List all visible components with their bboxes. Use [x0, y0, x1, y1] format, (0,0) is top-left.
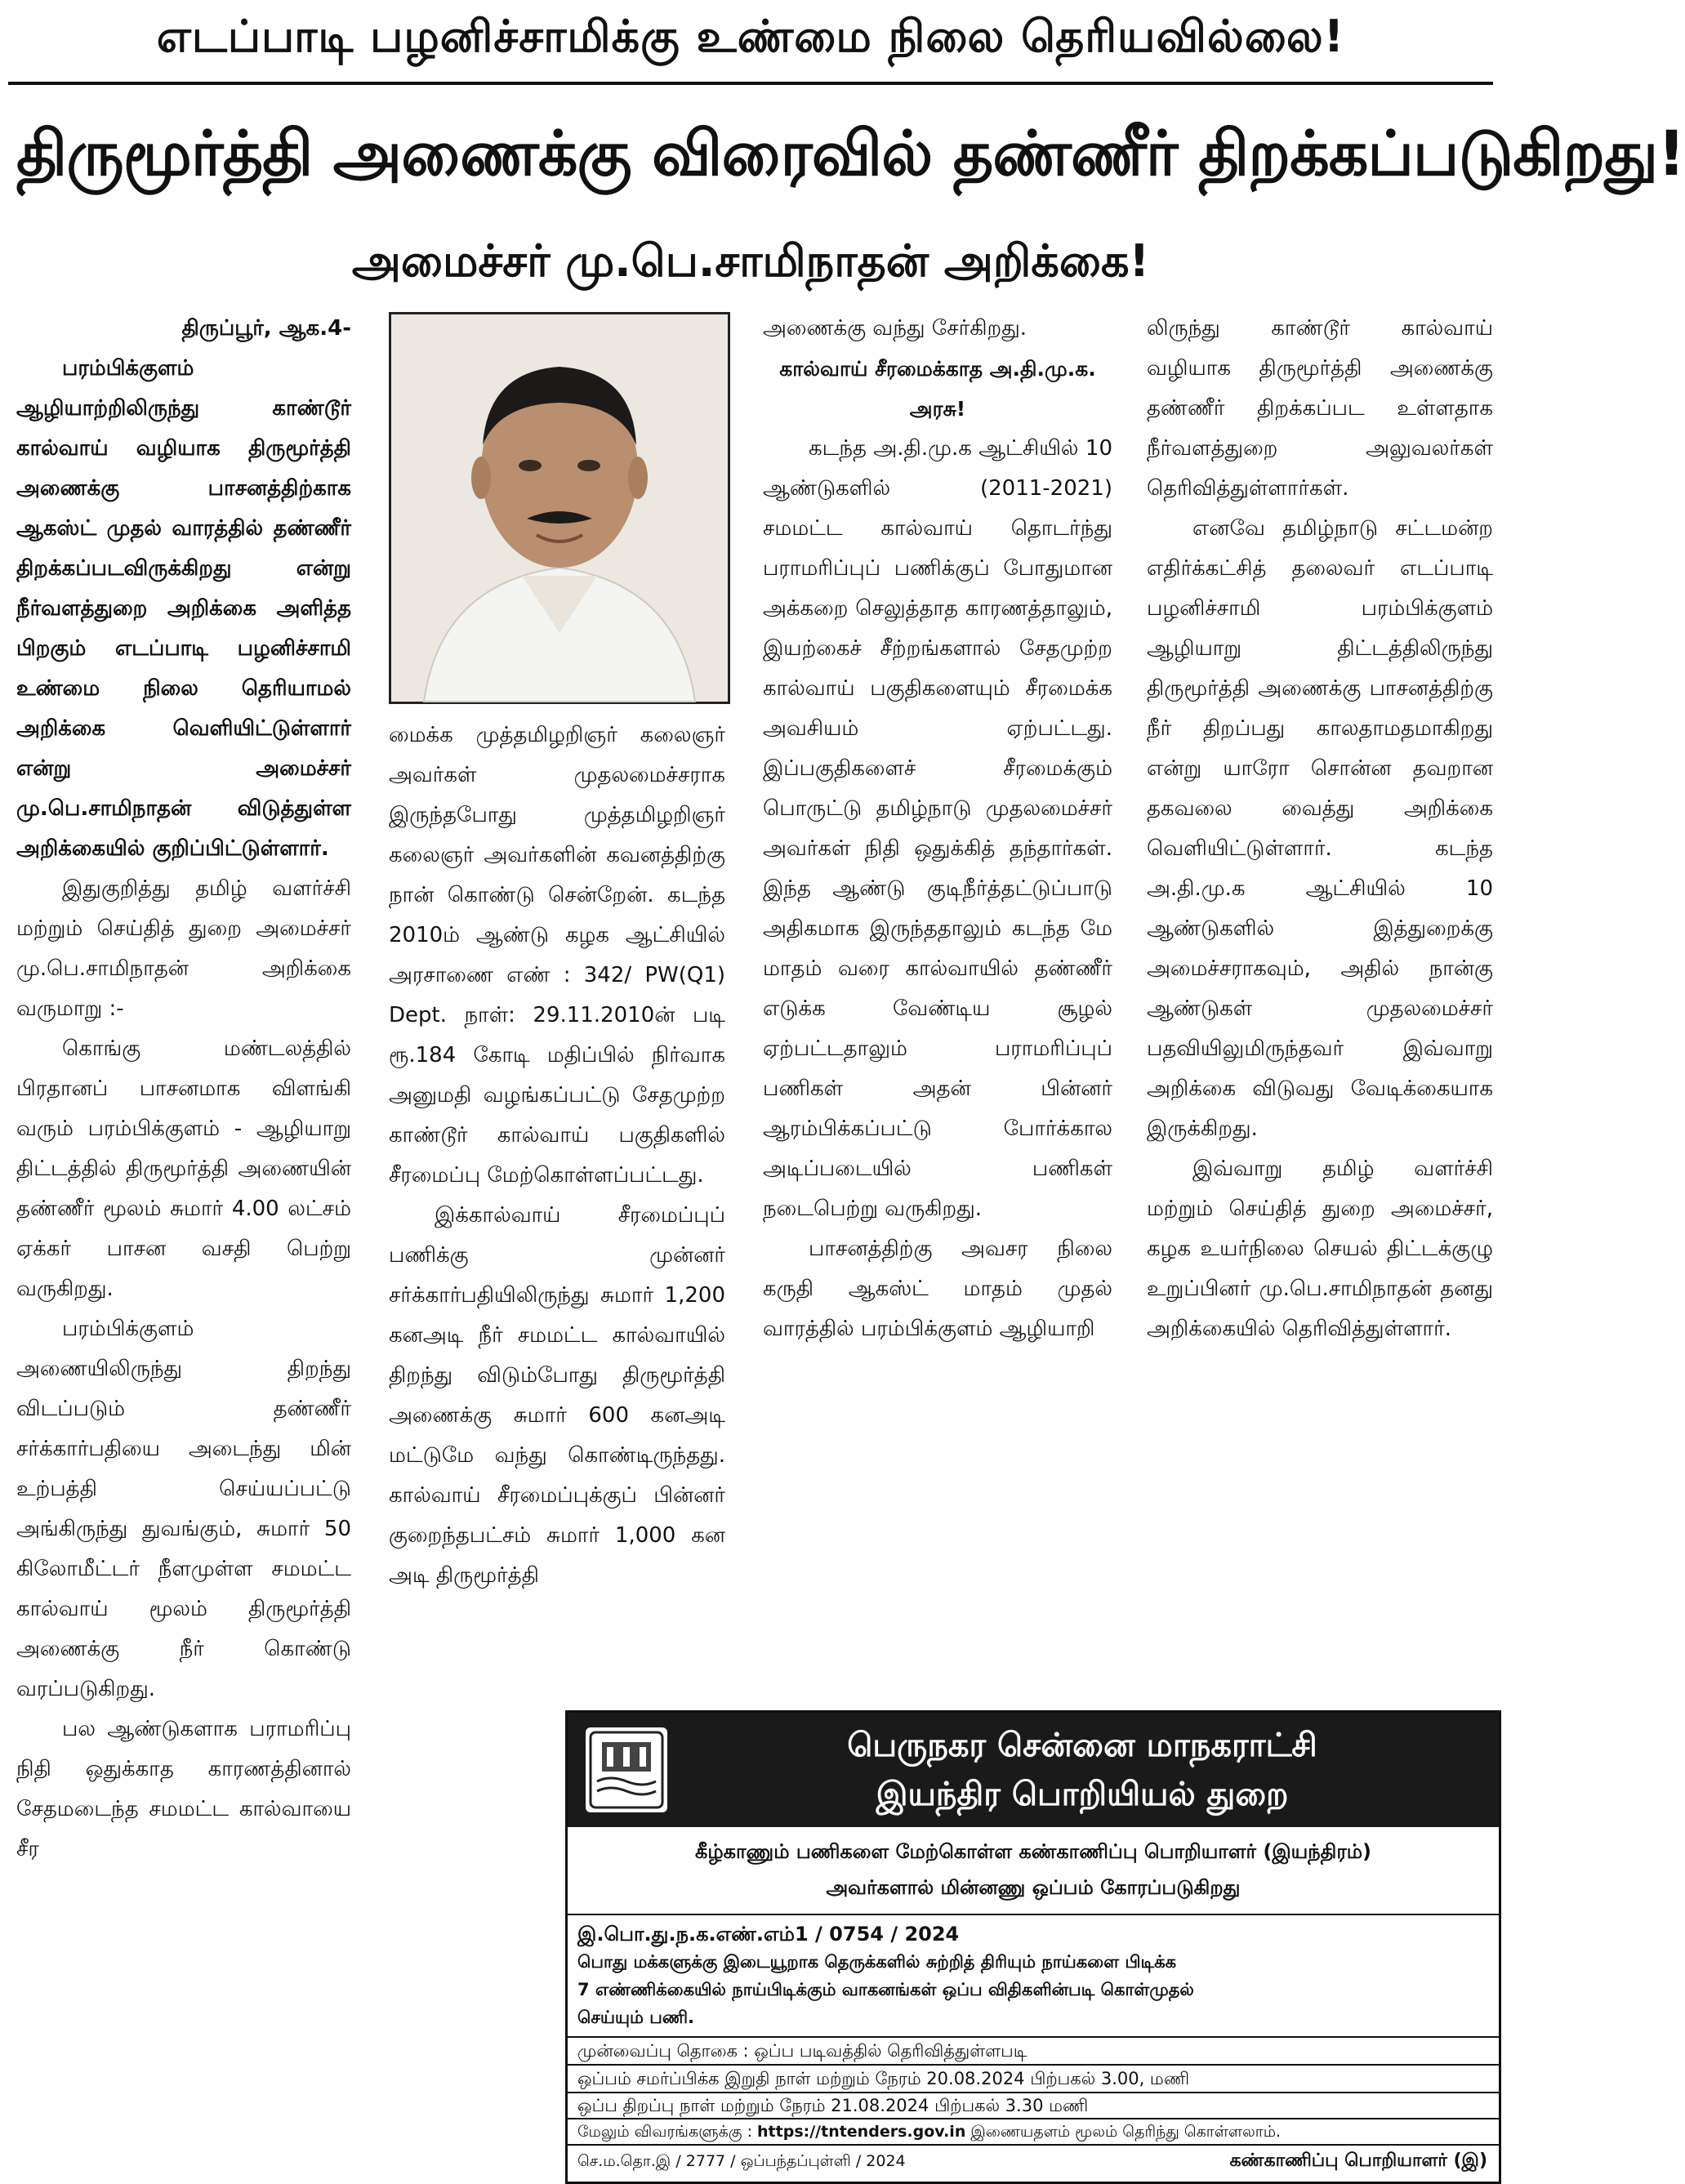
opening-date: ஒப்ப திறப்பு நாள் மற்றும் நேரம் 21.08.2024 பிற்பகல் 3.30 மணி [577, 2096, 1089, 2115]
work-description: பொது மக்களுக்கு இடையூறாக தெருக்களில் சுற்றித் திரியும் நாய்களை பிடிக்க [577, 1952, 1177, 1972]
kicker-headline: எடப்பாடி பழனிச்சாமிக்கு உண்மை நிலை தெரியவில்லை! [156, 11, 1345, 62]
ad-intro-line: கீழ்காணும் பணிகளை மேற்கொள்ள கண்காணிப்பு பொறியாளர் (இயந்திரம்) [694, 1840, 1372, 1863]
emd-text: முன்வைப்பு தொகை : ஒப்ப படிவத்தில் தெரிவித்துள்ளபடி [577, 2041, 1027, 2061]
divider [8, 82, 1493, 85]
ad-emd-row [568, 2036, 1499, 2064]
tender-advertisement [565, 1710, 1501, 2184]
ad-footer-reference: செ.ம.தொ.இ / 2777 / ஒப்பந்தப்புள்ளி / 2024 [577, 2152, 906, 2170]
ad-intro-line: அவர்களால் மின்னணு ஒப்பம் கோரப்படுகிறது [826, 1876, 1241, 1899]
article-paragraph: லிருந்து காண்டூர் கால்வாய் வழியாக திருமூர்த்தி அணைக்கு தண்ணீர் திறக்கப்பட உள்ளதாக நீர்வளத்துறை அலுவலர்கள் தெரிவித்துள்ளார்கள். [1147, 316, 1493, 501]
article-paragraph: கடந்த அ.தி.மு.க ஆட்சியில் 10 ஆண்டுகளில் (2011-2021) சமமட்ட கால்வாய் தொடர்ந்து பராமரிப்புப் பணிக்குப் போதுமான அக்கறை செலுத்தாத காரணத்தாலும், இயற்கைச் சீற்றங்களால் சேதமுற்ற கால்வாய் பகுதிகளையும் சீரமைக்க அவசியம் ஏற்பட்டது. இப்பகுதிகளைச் சீரமைக்கும் பொருட்டு தமிழ்நாடு முதலமைச்சர் அவர்கள் நிதி ஒதுக்கித் தந்தார்கள். இந்த ஆண்டு குடிநீர்த்தட்டுப்பாடு அதிகமாக இருந்ததாலும் கடந்த மே மாதம் வரை கால்வாயில் தண்ணீர் எடுக்க வேண்டிய சூழல் ஏற்பட்டதாலும் பராமரிப்புப் பணிகள் அதன் பின்னர் ஆரம்பிக்கப்பட்டு போர்க்கால அடிப்படையில் பணிகள் நடைபெற்று வருகிறது. [763, 436, 1112, 1221]
minister-photo [389, 312, 730, 704]
article-paragraph: மைக்க முத்தமிழறிஞர் கலைஞர் அவர்கள் முதலமைச்சராக இருந்தபோது முத்தமிழறிஞர் கலைஞர் அவர்களின் கவனத்திற்கு நான் கொண்டு சென்றேன். கடந்த 2010ம் ஆண்டு கழக ஆட்சியில் அரசாணை எண் : 342/ PW(Q1) Dept. நாள்: 29.11.2010ன் படி ரூ.184 கோடி மதிப்பில் நிர்வாக அனுமதி வழங்கப்பட்டு சேதமுற்ற காண்டூர் கால்வாய் பகுதிகளில் சீரமைப்பு மேற்கொள்ளப்பட்டது. [389, 723, 725, 1188]
article-column-2 [389, 715, 725, 1704]
article-column-2-continued [389, 1704, 552, 2177]
ad-organization: பெருநகர சென்னை மாநகராட்சி [847, 1727, 1317, 1764]
ad-department: இயந்திர பொறியியல் துறை [876, 1776, 1289, 1813]
article-paragraph: பாசனத்திற்கு அவசர நிலை கருதி ஆகஸ்ட் மாதம் முதல் வாரத்தில் பரம்பிக்குளம் ஆழியாறி [763, 1237, 1112, 1341]
corporation-emblem-icon [586, 1727, 667, 1812]
main-headline: திருமூர்த்தி அணைக்கு விரைவில் தண்ணீர் திறக்கப்படுகிறது! [16, 117, 1685, 189]
portrait-illustration [391, 314, 728, 702]
article-paragraph: இவ்வாறு தமிழ் வளர்ச்சி மற்றும் செய்தித் துறை அமைச்சர், கழக உயர்நிலை செயல் திட்டக்குழு உறுப்பினர் மு.பெ.சாமிநாதன் தனது அறிக்கையில் தெரிவித்துள்ளார். [1147, 1157, 1493, 1341]
article-paragraph: பல ஆண்டுகளாக பராமரிப்பு நிதி ஒதுக்காத காரணத்தினால் சேதமடைந்த சமமட்ட கால்வாயை சீர [16, 1717, 351, 1861]
article-column-3 [763, 309, 1112, 1665]
more-info-suffix: இணையதளம் மூலம் தெரிந்து கொள்ளலாம். [970, 2123, 1282, 2141]
tender-reference: இ.பொ.து.ந.க.எண்.எம்1 / 0754 / 2024 [577, 1923, 960, 1946]
article-paragraph: இதுகுறித்து தமிழ் வளர்ச்சி மற்றும் செய்தித் துறை அமைச்சர் மு.பெ.சாமிநாதன் அறிக்கை வருமாறு :- [16, 876, 351, 1021]
ad-intro [576, 1834, 1491, 1905]
article-column-4 [1147, 309, 1493, 1697]
ad-footer [568, 2144, 1499, 2182]
tender-website-link[interactable]: https://tntenders.gov.in [757, 2123, 966, 2141]
sub-headline: அமைச்சர் மு.பெ.சாமிநாதன் அறிக்கை! [351, 235, 1150, 287]
article-paragraph: இக்கால்வாய் சீரமைப்புப் பணிக்கு முன்னர் சர்க்கார்பதியிலிருந்து சுமார் 1,200 கனஅடி நீர் சமமட்ட கால்வாயில் திறந்து விடும்போது திருமூர்த்தி அணைக்கு சுமார் 600 கனஅடி மட்டுமே வந்து கொண்டிருந்தது. கால்வாய் சீரமைப்புக்குப் பின்னர் குறைந்தபட்சம் சுமார் 1,000 கன அடி திருமூர்த்தி [389, 1203, 725, 1588]
more-info-prefix: மேலும் விவரங்களுக்கு : [577, 2123, 752, 2141]
article-paragraph: பரம்பிக்குளம் அணையிலிருந்து திறந்து விடப்படும் தண்ணீர் சர்க்கார்பதியை அடைந்து மின் உற்பத்தி செய்யப்பட்டு அங்கிருந்து துவங்கும், சுமார் 50 கிலோமீட்டர் நீளமுள்ள சமமட்ட கால்வாய் மூலம் திருமூர்த்தி அணைக்கு நீர் கொண்டு வரப்படுகிறது. [16, 1317, 351, 1701]
ad-header-band [568, 1713, 1499, 1827]
article-column-1 [16, 309, 351, 2179]
section-subheading: கால்வாய் சீரமைக்காத அ.தி.மு.க. அரசு! [779, 357, 1096, 421]
work-description: செய்யும் பணி. [577, 2008, 695, 2027]
article-paragraph [389, 1704, 552, 1741]
ad-opening-row [568, 2092, 1499, 2118]
ad-submission-row [568, 2064, 1499, 2092]
ad-work-box [568, 1914, 1499, 2035]
submission-deadline: ஒப்பம் சமர்ப்பிக்க இறுதி நாள் மற்றும் நேரம் 20.08.2024 பிற்பகல் 3.00, மணி [577, 2069, 1190, 2088]
article-paragraph: கொங்கு மண்டலத்தில் பிரதானப் பாசனமாக விளங்கி வரும் பரம்பிக்குளம் - ஆழியாறு திட்டத்தில் திருமூர்த்தி அணையின் தண்ணீர் மூலம் சுமார் 4.00 லட்சம் ஏக்கர் பாசன வசதி பெற்று வருகிறது. [16, 1036, 351, 1301]
ad-footer-signatory: கண்காணிப்பு பொறியாளர் (இ) [1229, 2151, 1487, 2171]
article-paragraph: அணைக்கு வந்து சேர்கிறது. [763, 316, 1027, 341]
ad-more-info-row [568, 2118, 1499, 2144]
work-description: 7 எண்ணிக்கையில் நாய்பிடிக்கும் வாகனங்கள் ஒப்ப விதிகளின்படி கொள்முதல் [577, 1980, 1194, 1999]
article-paragraph: எனவே தமிழ்நாடு சட்டமன்ற எதிர்க்கட்சித் தலைவர் எடப்பாடி பழனிச்சாமி பரம்பிக்குளம் ஆழியாறு திட்டத்திலிருந்து திருமூர்த்தி அணைக்கு பாசனத்திற்கு நீர் திறப்பது காலதாமதமாகிறது என்று யாரோ சொன்ன தவறான தகவலை வைத்து அறிக்கை வெளியிட்டுள்ளார். கடந்த அ.தி.மு.க ஆட்சியில் 10 ஆண்டுகளில் இத்துறைக்கு அமைச்சராகவும், அதில் நான்கு ஆண்டுகள் முதலமைச்சர் பதவியிலுமிருந்தவர் இவ்வாறு அறிக்கை விடுவது வேடிக்கையாக இருக்கிறது. [1147, 516, 1493, 1141]
article-paragraph: பரம்பிக்குளம் ஆழியாற்றிலிருந்து காண்டூர் கால்வாய் வழியாக திருமூர்த்தி அணைக்கு பாசனத்திற்காக ஆகஸ்ட் முதல் வாரத்தில் தண்ணீர் திறக்கப்படவிருக்கிறது என்று நீர்வளத்துறை அறிக்கை அளித்த பிறகும் எடப்பாடி பழனிச்சாமி உண்மை நிலை தெரியாமல் அறிக்கை வெளியிட்டுள்ளார் என்று அமைச்சர் மு.பெ.சாமிநாதன் விடுத்துள்ள அறிக்கையில் குறிப்பிட்டுள்ளார். [16, 356, 351, 861]
dateline: திருப்பூர், ஆக.4- [181, 316, 351, 341]
